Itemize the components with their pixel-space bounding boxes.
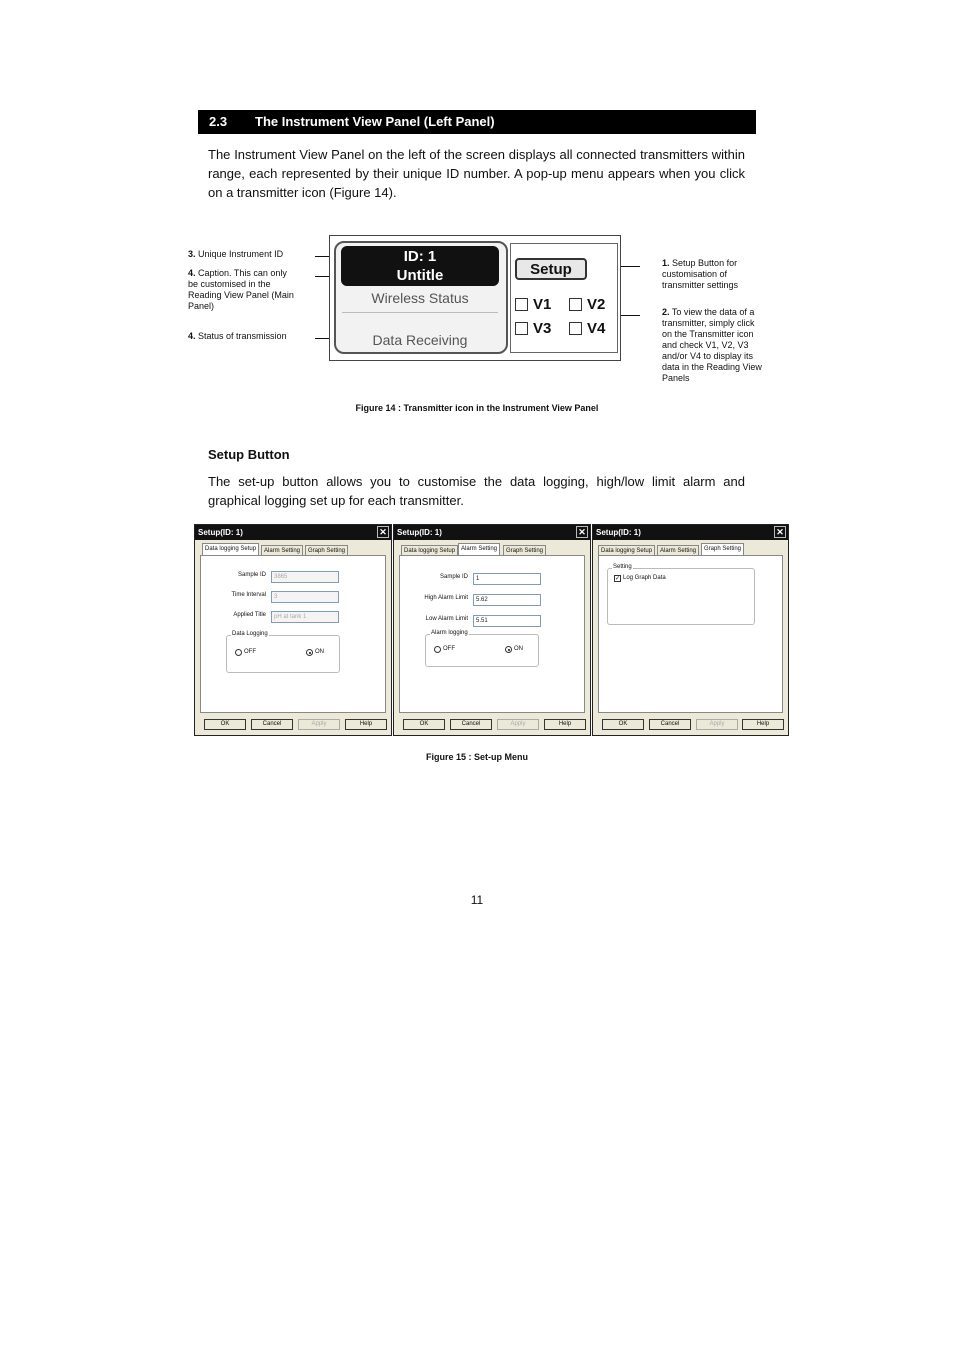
page-number: 11 [470,893,484,907]
tab-data-logging-setup[interactable]: Data logging Setup [202,543,259,556]
annotation-number: 4. [188,268,196,278]
setup-button[interactable]: Setup [515,258,587,280]
tab-graph-setting[interactable]: Graph Setting [701,543,744,556]
annotation-text: Unique Instrument ID [198,249,284,259]
tab-pane [200,555,386,713]
on-radio[interactable] [306,649,313,656]
v1-label: V1 [533,296,552,313]
v1-checkbox[interactable] [515,298,528,311]
annotation-text: Setup Button for customisation of transmitter settings [662,258,739,290]
data-logging-group [226,631,340,673]
cancel-button[interactable]: Cancel [450,719,492,730]
cancel-button[interactable]: Cancel [251,719,293,730]
annotation-text: Status of transmission [198,331,287,341]
apply-button[interactable]: Apply [298,719,340,730]
applied-title-select[interactable]: pH at tank 1 [271,611,339,623]
group-label: Alarm logging [431,630,468,636]
tab-graph-setting[interactable]: Graph Setting [503,545,546,556]
off-label: OFF [244,649,256,655]
help-button[interactable]: Help [544,719,586,730]
tab-pane [598,555,783,713]
close-icon[interactable]: ✕ [377,526,389,538]
setup-paragraph: The set-up button allows you to customise the data logging, high/low limit alarm and graphical logging set up for each transmitter. [208,474,745,508]
section-title: The Instrument View Panel (Left Panel) [255,114,495,129]
low-alarm-limit-input[interactable]: 5.51 [473,615,541,627]
v2-label: V2 [587,296,606,313]
on-radio[interactable] [505,646,512,653]
sample-id-label: Sample ID [237,572,266,578]
group-label: Setting [613,564,632,570]
tab-alarm-setting[interactable]: Alarm Setting [657,545,699,556]
off-radio[interactable] [235,649,242,656]
ok-button[interactable]: OK [204,719,246,730]
setup-dialog-data-logging [194,524,392,736]
dialog-title-bar [593,525,788,540]
alarm-logging-group [425,630,539,667]
setup-dialog-graph [592,524,789,736]
help-button[interactable]: Help [345,719,387,730]
divider [342,312,498,313]
section-header [198,110,756,134]
ok-button[interactable]: OK [403,719,445,730]
intro-paragraph: The Instrument View Panel on the left of the screen displays all connected transmitters within range, each represented by their unique ID number. A pop-up menu appears when you click on a transmitter icon (Figure 14). [208,147,745,200]
off-label: OFF [443,646,455,652]
tab-data-logging-setup[interactable]: Data logging Setup [598,545,655,556]
tab-graph-setting[interactable]: Graph Setting [305,545,348,556]
figure14-caption: Figure 14 : Transmitter icon in the Instrument View Panel [355,403,599,413]
applied-title-label: Applied Title [233,612,266,618]
transmitter-caption: Untitle [396,267,444,284]
on-label: ON [315,649,324,655]
v4-checkbox[interactable] [569,322,582,335]
v2-checkbox[interactable] [569,298,582,311]
transmission-status: Data Receiving [372,332,468,348]
section-number: 2.3 [209,114,228,129]
close-icon[interactable]: ✕ [576,526,588,538]
annotation-unique-id [188,249,308,260]
help-button[interactable]: Help [742,719,784,730]
figure15-caption: Figure 15 : Set-up Menu [425,752,528,762]
annotation-setup-button [662,258,762,291]
apply-button[interactable]: Apply [696,719,738,730]
time-interval-label: Time Interval [231,592,266,598]
apply-button[interactable]: Apply [497,719,539,730]
group-label: Data Logging [232,631,268,637]
dialog-title: Setup(ID: 1) [596,528,641,537]
cancel-button[interactable]: Cancel [649,719,691,730]
sample-id-label: Sample ID [439,574,468,580]
wireless-status-label: Wireless Status [371,290,469,306]
tab-data-logging-setup[interactable]: Data logging Setup [401,545,458,556]
close-icon[interactable]: ✕ [774,526,786,538]
setup-dialog-alarm [393,524,591,736]
sample-id-input[interactable]: 1 [473,573,541,585]
annotation-number: 2. [662,307,670,317]
time-interval-input[interactable]: 3 [271,591,339,603]
annotation-number: 1. [662,258,670,268]
v3-label: V3 [533,320,552,337]
annotation-text: To view the data of a transmitter, simply click on the Transmitter icon and check V1, V2, V3 and/or V4 to display its data in the Reading View Panels [662,307,762,383]
v4-label: V4 [587,320,606,337]
dialog-title-bar [195,525,391,540]
annotation-caption [188,268,298,312]
tab-alarm-setting[interactable]: Alarm Setting [261,545,303,556]
log-graph-data-label: Log Graph Data [623,575,666,581]
log-graph-data-checkbox[interactable]: ✓ [615,576,621,582]
annotation-number: 4. [188,331,196,341]
low-alarm-limit-label: Low Alarm Limit [425,616,468,622]
dialog-title: Setup(ID: 1) [198,528,243,537]
off-radio[interactable] [434,646,441,653]
transmitter-id: ID: 1 [403,248,437,265]
tab-pane [399,555,585,713]
sample-id-input[interactable]: 3865 [271,571,339,583]
ok-button[interactable]: OK [602,719,644,730]
annotation-number: 3. [188,249,196,259]
dialog-title-bar [394,525,590,540]
v3-checkbox[interactable] [515,322,528,335]
setup-heading: Setup Button [208,447,290,462]
annotation-channels [662,307,764,384]
high-alarm-limit-input[interactable]: 5.62 [473,594,541,606]
annotation-status [188,331,308,342]
high-alarm-limit-label: High Alarm Limit [424,595,468,601]
tab-alarm-setting[interactable]: Alarm Setting [458,543,500,556]
annotation-text: Caption. This can only be customised in the Reading View Panel (Main Panel) [188,268,294,311]
dialog-title: Setup(ID: 1) [397,528,442,537]
on-label: ON [514,646,523,652]
setting-group [607,564,755,625]
